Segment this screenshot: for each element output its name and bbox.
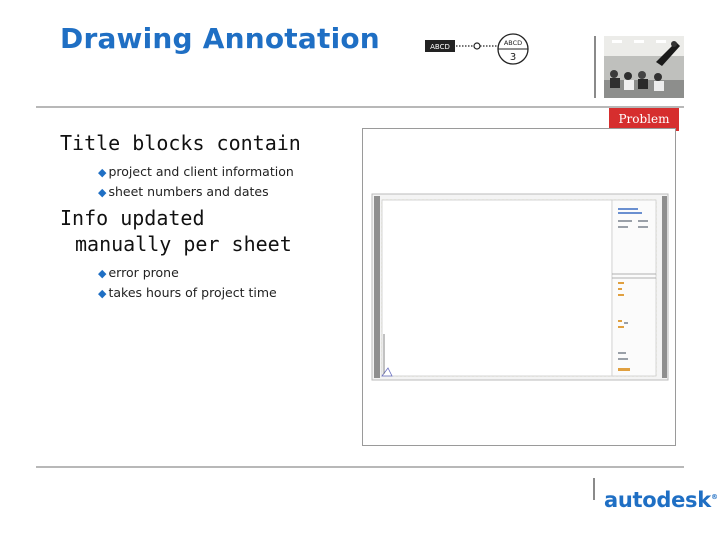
problem-badge: Problem xyxy=(609,108,679,131)
callout-number-text: 3 xyxy=(509,52,517,63)
list-item: ◆ error prone xyxy=(98,265,179,280)
source-label-text: ABCD xyxy=(430,43,450,51)
footer-divider xyxy=(593,478,595,500)
diamond-bullet-icon: ◆ xyxy=(98,287,107,300)
footer-rule xyxy=(36,466,684,468)
diamond-bullet-icon: ◆ xyxy=(98,166,107,179)
diamond-bullet-icon: ◆ xyxy=(98,267,107,280)
diamond-bullet-icon: ◆ xyxy=(98,186,107,199)
callout-label-text: ABCD xyxy=(503,39,523,47)
drawing-sheet-preview xyxy=(362,128,676,446)
heading-info-updated-line1: Info updated xyxy=(60,206,205,230)
autodesk-logo: autodesk® xyxy=(604,488,718,512)
registered-mark: ® xyxy=(710,493,718,501)
list-item: ◆ takes hours of project time xyxy=(98,285,277,300)
sheet-numbering-illustration xyxy=(422,32,532,66)
header-divider xyxy=(594,36,596,98)
slide-title: Drawing Annotation xyxy=(60,22,380,55)
presentation-photo xyxy=(604,36,684,98)
list-item: ◆ project and client information xyxy=(98,164,294,179)
content-block-2 xyxy=(60,205,292,303)
heading-info-updated-line2: manually per sheet xyxy=(75,232,292,256)
content-block-1 xyxy=(60,130,301,202)
header-rule xyxy=(36,106,684,108)
list-item: ◆ sheet numbers and dates xyxy=(98,184,269,199)
heading-title-blocks: Title blocks contain xyxy=(60,131,301,155)
